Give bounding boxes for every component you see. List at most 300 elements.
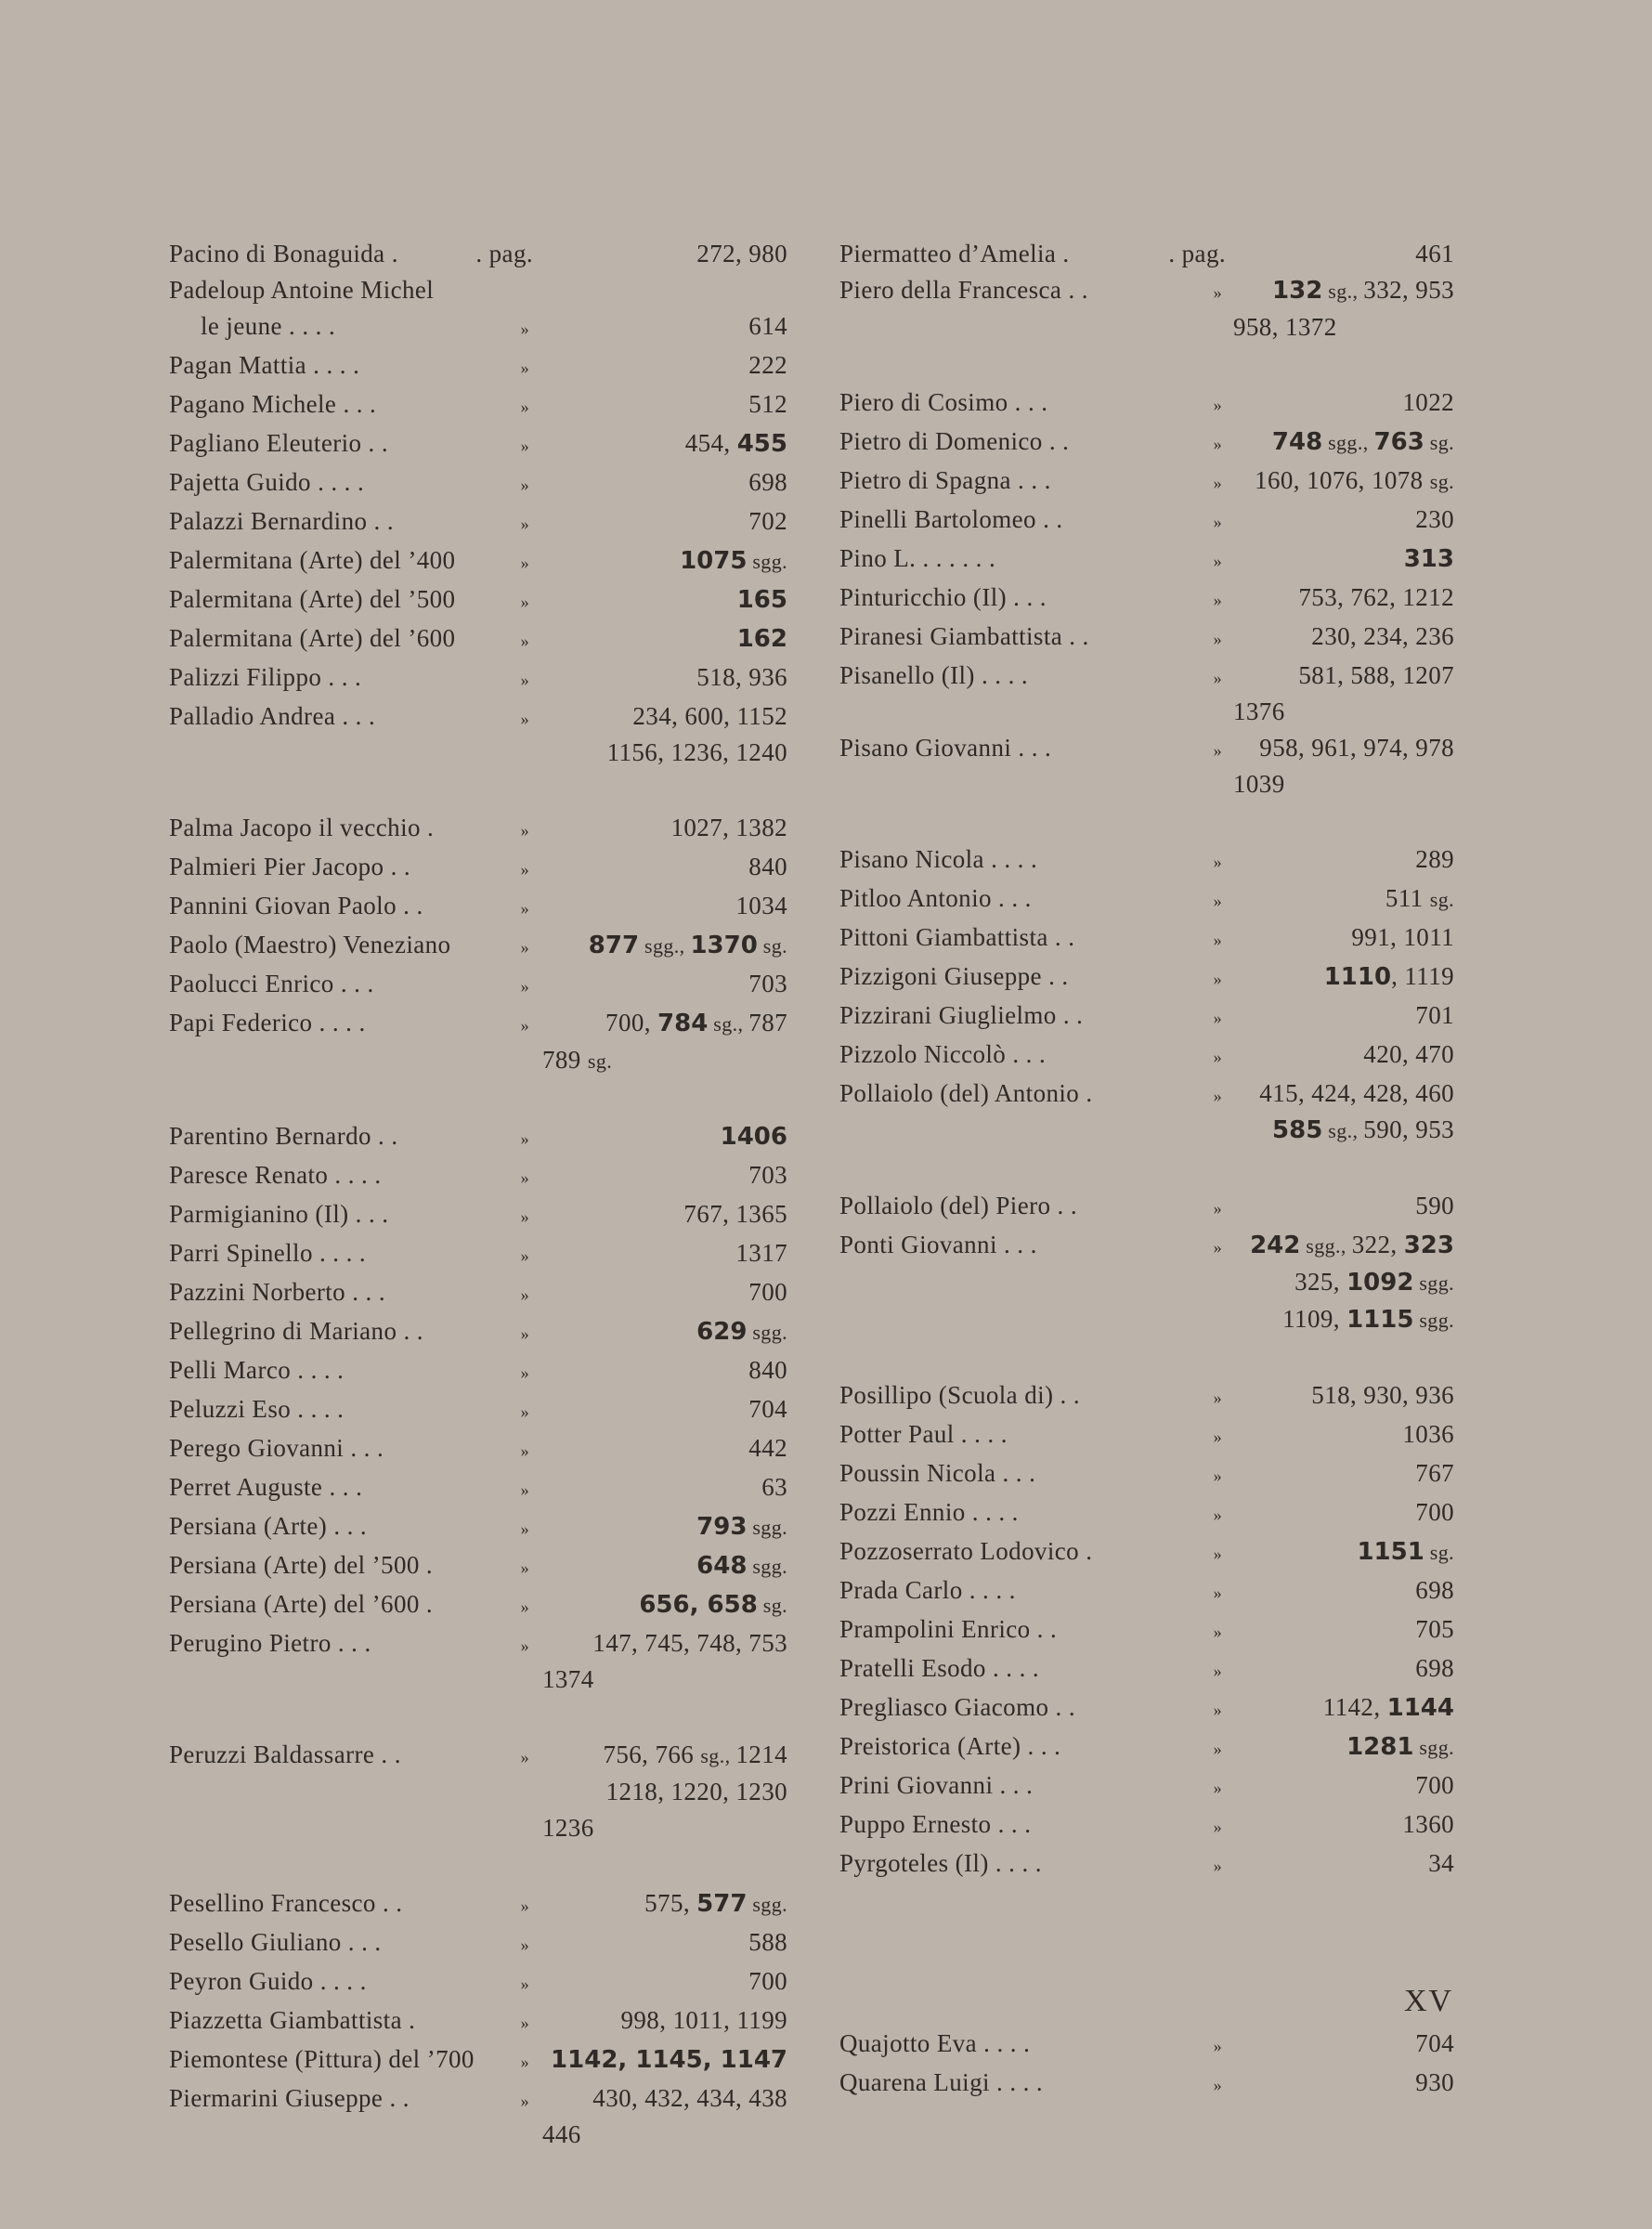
- page-number: 322,: [1351, 1231, 1404, 1258]
- index-entry: [839, 236, 1454, 272]
- page-number: 1360: [1402, 1810, 1454, 1838]
- entry-name: Piermatteo d’Amelia .: [839, 240, 1070, 267]
- index-entry: [169, 888, 787, 927]
- entry-name-cell: [169, 581, 533, 620]
- ditto-marker: »: [520, 358, 529, 377]
- page-number-bold: 1115: [1346, 1306, 1414, 1334]
- entry-pages: [1233, 424, 1454, 463]
- ditto-marker: »: [1213, 1779, 1222, 1797]
- ditto-marker: »: [520, 1363, 529, 1382]
- index-entry: [839, 502, 1454, 541]
- entry-name-cell: [169, 1885, 533, 1924]
- page-number: 789: [542, 1046, 588, 1074]
- entry-name-cell: [839, 424, 1226, 463]
- entry-name: Piazzetta Giambattista .: [169, 2006, 416, 2034]
- page-number: , 1119: [1391, 962, 1454, 990]
- index-entry: [839, 2026, 1454, 2065]
- entry-name: Piermarini Giuseppe . .: [169, 2084, 410, 2112]
- page-reference-line: [1233, 1611, 1454, 1648]
- index-entry: [169, 386, 787, 425]
- entry-name: Parmigianino (Il) . . .: [169, 1200, 389, 1228]
- index-entry: [169, 966, 787, 1005]
- entry-pages: [542, 1391, 787, 1430]
- entry-name: Quarena Luigi . . . .: [839, 2068, 1044, 2096]
- ditto-marker: »: [1213, 1740, 1222, 1758]
- entry-pages: [542, 347, 787, 386]
- entry-name-cell: [839, 502, 1226, 541]
- index-entry: [839, 1845, 1454, 1884]
- index-entry: [839, 1650, 1454, 1689]
- page-number: 581, 588, 1207: [1298, 661, 1454, 689]
- entry-name-cell: [839, 463, 1226, 502]
- ditto-marker: »: [1213, 1199, 1222, 1218]
- ditto-marker: »: [1213, 1857, 1222, 1875]
- ditto-marker: »: [1213, 853, 1222, 871]
- page-number: 1236: [542, 1814, 594, 1842]
- entry-pages: [542, 888, 787, 927]
- page-reference-line: [1233, 958, 1454, 996]
- page-number-bold: 1110: [1323, 963, 1392, 991]
- entry-name: Pacino di Bonaguida .: [169, 240, 398, 267]
- page-number-bold: 1075: [680, 547, 748, 575]
- page-reference-line: [542, 1924, 787, 1961]
- page-number: 234, 600, 1152: [632, 702, 787, 730]
- entry-name: Pietro di Spagna . . .: [839, 466, 1051, 494]
- index-entry: [839, 1806, 1454, 1845]
- entry-name-cell: [169, 1005, 533, 1079]
- page-number: sg.: [1429, 888, 1454, 911]
- index-entry: [169, 1737, 787, 1846]
- ditto-marker: »: [1213, 1584, 1222, 1602]
- page-number: 518, 936: [696, 663, 787, 691]
- page-number: 1142,: [1322, 1693, 1387, 1721]
- index-entry: [839, 1455, 1454, 1494]
- entry-gap: [169, 1079, 787, 1118]
- page-number: 1027, 1382: [670, 814, 787, 841]
- page-number-bold: 877: [588, 932, 640, 959]
- entry-gap: [839, 1338, 1454, 1377]
- page-number: 1034: [735, 892, 787, 919]
- page-number: 701: [1415, 1001, 1454, 1029]
- index-entry: [839, 424, 1454, 463]
- entry-pages: [542, 927, 787, 966]
- page-number: 446: [542, 2120, 581, 2148]
- ditto-marker: »: [520, 1519, 529, 1538]
- ditto-marker: »: [520, 1168, 529, 1187]
- entry-pages: [542, 425, 787, 464]
- entry-pages: [542, 1235, 787, 1274]
- entry-name-cell: [169, 1430, 533, 1469]
- entry-name: Pietro di Domenico . .: [839, 427, 1070, 455]
- ditto-marker: »: [1213, 474, 1222, 492]
- entry-name: Posillipo (Scuola di) . .: [839, 1381, 1080, 1409]
- entry-name: Pizzigoni Giuseppe . .: [839, 962, 1069, 990]
- index-entry: [169, 1586, 787, 1625]
- entry-name-cell: [839, 1075, 1226, 1149]
- page-number: sg.: [757, 934, 787, 958]
- page-reference-line: [1233, 658, 1454, 694]
- entry-name-cell: [169, 620, 533, 659]
- entry-name: Persiana (Arte) del ’600 .: [169, 1590, 434, 1618]
- entry-pages: [542, 1313, 787, 1352]
- entry-name-cell: [839, 272, 1226, 345]
- page-reference-line: [542, 659, 787, 696]
- ditto-marker: »: [520, 671, 529, 689]
- entry-name: Pregliasco Giacomo . .: [839, 1693, 1075, 1721]
- page-number-bold: 1406: [720, 1123, 787, 1151]
- entry-gap: [839, 1149, 1454, 1188]
- ditto-marker: »: [520, 1246, 529, 1265]
- entry-pages: [1233, 463, 1454, 502]
- entry-name: Perugino Pietro . . .: [169, 1629, 371, 1657]
- page-number: sgg.: [747, 1893, 787, 1916]
- index-entry: [169, 698, 787, 771]
- entry-name: Palermitana (Arte) del ’500: [169, 585, 456, 613]
- page-reference-line: [542, 698, 787, 735]
- page-reference-line: [542, 1469, 787, 1506]
- page-number: sgg.: [747, 1321, 787, 1344]
- entry-name-cell: [839, 2065, 1226, 2104]
- entry-name-cell: [169, 810, 533, 849]
- page-reference-line: [542, 2117, 787, 2153]
- page-number: 930: [1415, 2068, 1454, 2096]
- entry-name: Pizzolo Niccolò . . .: [839, 1040, 1047, 1068]
- ditto-marker: »: [1213, 1662, 1222, 1680]
- page-reference-line: [1233, 580, 1454, 616]
- index-column-left: [169, 236, 787, 2153]
- page-number: sgg.: [747, 1555, 787, 1578]
- page-reference-line: [542, 1963, 787, 2000]
- index-entry: [839, 1377, 1454, 1416]
- entry-name: Padeloup Antoine Michel: [169, 276, 435, 304]
- entry-name: Ponti Giovanni . . .: [839, 1231, 1037, 1258]
- page-marker: . pag.: [1168, 240, 1226, 267]
- ditto-marker: »: [1213, 630, 1222, 648]
- page-number: sg.,: [1322, 280, 1364, 303]
- ditto-marker: »: [520, 1636, 529, 1655]
- entry-name-cell: [169, 2041, 533, 2080]
- entry-name-cell: [169, 1313, 533, 1352]
- page-reference-line: [1233, 1494, 1454, 1531]
- page-reference-line: [542, 1810, 787, 1846]
- entry-pages: [542, 236, 787, 272]
- entry-pages: [1233, 997, 1454, 1036]
- page-number: 702: [748, 507, 787, 535]
- page-reference-line: [1233, 766, 1454, 802]
- ditto-marker: »: [1213, 1701, 1222, 1719]
- entry-pages: [1233, 2026, 1454, 2065]
- entry-name-cell: [839, 236, 1226, 272]
- index-entry: [169, 1274, 787, 1313]
- index-entry: [169, 1352, 787, 1391]
- page-number-bold: 313: [1403, 545, 1454, 573]
- page-reference-line: [1233, 694, 1454, 730]
- entry-name-cell: [839, 997, 1226, 1036]
- entry-pages: [542, 849, 787, 888]
- entry-name: Pellegrino di Mariano . .: [169, 1317, 423, 1345]
- index-entry: [839, 1188, 1454, 1227]
- index-entry: [169, 1235, 787, 1274]
- index-entry: [839, 919, 1454, 958]
- entry-name: Persiana (Arte) del ’500 .: [169, 1551, 434, 1579]
- page-reference-line: [1233, 1264, 1454, 1301]
- ditto-marker: »: [1213, 892, 1222, 910]
- page-reference-line: [542, 2080, 787, 2117]
- page-number-bold: 748: [1271, 428, 1323, 456]
- page-number-bold: 1281: [1346, 1733, 1414, 1761]
- entry-name-cell: [169, 1196, 533, 1235]
- page-number: 700: [1415, 1498, 1454, 1526]
- ditto-marker: »: [1213, 1388, 1222, 1407]
- page-number: 147, 745, 748, 753: [592, 1629, 787, 1657]
- entry-name-cell: [169, 1391, 533, 1430]
- page-reference-line: [1233, 1806, 1454, 1843]
- entry-pages: [542, 1352, 787, 1391]
- entry-name: Pesello Giuliano . . .: [169, 1928, 382, 1956]
- page-number-bold: 577: [696, 1890, 748, 1918]
- index-entry: [169, 927, 787, 966]
- entry-pages: [542, 272, 787, 308]
- entry-pages: [542, 1625, 787, 1698]
- page-reference-line: [1233, 2026, 1454, 2062]
- entry-name: Prada Carlo . . . .: [839, 1576, 1016, 1604]
- index-entry: [169, 1391, 787, 1430]
- page-number: 614: [748, 312, 787, 340]
- entry-pages: [542, 503, 787, 542]
- page-number-bold: 132: [1272, 277, 1323, 305]
- index-entry: [169, 1313, 787, 1352]
- ditto-marker: »: [520, 554, 529, 572]
- entry-name-cell: [839, 1533, 1226, 1572]
- ditto-marker: »: [520, 593, 529, 611]
- page-number: 958, 1372: [1233, 313, 1337, 341]
- entry-name: Pizzirani Giuglielmo . .: [839, 1001, 1084, 1029]
- entry-pages: [1233, 1036, 1454, 1075]
- entry-pages: [542, 1924, 787, 1963]
- ditto-marker: »: [520, 1441, 529, 1460]
- entry-pages: [542, 966, 787, 1005]
- entry-name-cell: [169, 2002, 533, 2041]
- entry-gap: [839, 802, 1454, 841]
- entry-name-cell: [169, 1924, 533, 1963]
- page-reference-line: [1233, 272, 1454, 309]
- page-reference-line: [542, 1547, 787, 1584]
- page-number: 991, 1011: [1351, 923, 1454, 951]
- ditto-marker: »: [520, 1975, 529, 1993]
- entry-name-cell: [169, 1508, 533, 1547]
- page-number: 461: [1415, 240, 1454, 267]
- entry-name: Piero della Francesca . .: [839, 276, 1088, 304]
- entry-name-cell: [839, 1416, 1226, 1455]
- page-number: 704: [748, 1395, 787, 1423]
- ditto-marker: »: [1213, 435, 1222, 453]
- index-entry: [839, 1572, 1454, 1611]
- page-number-bold: 1370: [690, 932, 758, 959]
- entry-name-cell: [169, 347, 533, 386]
- ditto-marker: »: [520, 821, 529, 840]
- entry-name: Pazzini Norberto . . .: [169, 1278, 385, 1306]
- entry-name-cell: [169, 1157, 533, 1196]
- index-entry: [169, 1157, 787, 1196]
- ditto-marker: »: [520, 1016, 529, 1035]
- entry-name-cell: [839, 2026, 1226, 2065]
- page-reference-line: [1233, 919, 1454, 956]
- entry-name: le jeune . . . .: [201, 312, 336, 340]
- entry-pages: [1233, 1572, 1454, 1611]
- ditto-marker: »: [520, 899, 529, 918]
- entry-name: Perret Auguste . . .: [169, 1473, 363, 1501]
- page-number: 700: [1415, 1771, 1454, 1799]
- page-number: 34: [1428, 1849, 1454, 1877]
- entry-name: Peruzzi Baldassarre . .: [169, 1740, 401, 1768]
- entry-name: Pratelli Esodo . . . .: [839, 1654, 1040, 1682]
- ditto-marker: »: [1213, 970, 1222, 988]
- page-number: sgg.: [1413, 1309, 1454, 1332]
- entry-name-cell: [169, 425, 533, 464]
- entry-name-cell: [169, 1625, 533, 1698]
- entry-name: Piranesi Giambattista . .: [839, 622, 1089, 650]
- entry-name-cell: [839, 1036, 1226, 1075]
- ditto-marker: »: [1213, 1506, 1222, 1524]
- entry-name: Palma Jacopo il vecchio .: [169, 814, 435, 841]
- entry-name: Papi Federico . . . .: [169, 1009, 366, 1036]
- page-reference-line: [1233, 1188, 1454, 1224]
- ditto-marker: »: [520, 2053, 529, 2071]
- ditto-marker: »: [1213, 1427, 1222, 1446]
- entry-pages: [542, 1885, 787, 1924]
- index-entry: [169, 272, 787, 308]
- ditto-marker: »: [520, 2014, 529, 2032]
- page-number: 518, 930, 936: [1311, 1381, 1454, 1409]
- entry-pages: [1233, 1728, 1454, 1767]
- entry-name: Palizzi Filippo . . .: [169, 663, 362, 691]
- entry-pages: [542, 386, 787, 425]
- entry-pages: [1233, 619, 1454, 658]
- entry-pages: [542, 1118, 787, 1157]
- page-number: sg.,: [1322, 1119, 1364, 1142]
- entry-name-cell: [839, 1455, 1226, 1494]
- page-number-bold: 793: [696, 1513, 748, 1541]
- entry-pages: [542, 2080, 787, 2153]
- entry-pages: [542, 308, 787, 347]
- entry-pages: [542, 810, 787, 849]
- entry-name: Perego Giovanni . . .: [169, 1434, 384, 1462]
- page-number: sgg.: [747, 1516, 787, 1539]
- page-number: 1376: [1233, 697, 1285, 725]
- entry-pages: [542, 464, 787, 503]
- page-reference-line: [542, 1157, 787, 1193]
- entry-pages: [1233, 541, 1454, 580]
- page-reference-line: [542, 620, 787, 658]
- page-reference-line: [542, 503, 787, 540]
- page-number: 1109,: [1282, 1305, 1347, 1333]
- index-entry: [169, 1924, 787, 1963]
- entry-name-cell: [839, 1227, 1226, 1338]
- entry-pages: [1233, 502, 1454, 541]
- entry-pages: [542, 1963, 787, 2002]
- entry-name: Preistorica (Arte) . . .: [839, 1732, 1061, 1760]
- page-number: 222: [748, 351, 787, 379]
- entry-name: Pino L. . . . . . .: [839, 544, 996, 572]
- page-number-bold: 629: [696, 1318, 748, 1346]
- page-reference-line: [1233, 1416, 1454, 1453]
- page-reference-line: [542, 1586, 787, 1623]
- page-number: 590, 953: [1363, 1115, 1454, 1143]
- ditto-marker: »: [1213, 1818, 1222, 1836]
- page-reference-line: [542, 1118, 787, 1155]
- entry-pages: [542, 1737, 787, 1846]
- page-reference-line: [542, 1235, 787, 1271]
- entry-name-cell: [839, 580, 1226, 619]
- page-number: 704: [1415, 2029, 1454, 2057]
- entry-pages: [1233, 580, 1454, 619]
- page-number: 698: [1415, 1654, 1454, 1682]
- page-reference-line: [542, 888, 787, 924]
- page-reference-line: [542, 581, 787, 619]
- page-number: 160, 1076, 1078: [1255, 466, 1430, 494]
- page-reference-line: [542, 1196, 787, 1232]
- ditto-marker: »: [520, 977, 529, 996]
- ditto-marker: »: [1213, 552, 1222, 570]
- ditto-marker: »: [1213, 669, 1222, 687]
- ditto-marker: »: [520, 860, 529, 879]
- index-entry: [839, 1611, 1454, 1650]
- entry-name-cell: [169, 236, 533, 272]
- page-reference-line: [542, 1508, 787, 1545]
- page-reference-line: [1233, 541, 1454, 578]
- page-reference-line: [1233, 1533, 1454, 1571]
- entry-name-cell: [839, 1689, 1226, 1728]
- page-reference-line: [542, 735, 787, 771]
- ditto-marker: »: [1213, 1087, 1222, 1105]
- ditto-marker: »: [1213, 1048, 1222, 1066]
- index-entry: [839, 1494, 1454, 1533]
- entry-name-cell: [169, 698, 533, 771]
- entry-name-cell: [169, 1586, 533, 1625]
- entry-name-cell: [169, 888, 533, 927]
- entry-name: Poussin Nicola . . .: [839, 1459, 1036, 1487]
- ditto-marker: »: [520, 1402, 529, 1421]
- entry-name: Paolo (Maestro) Veneziano: [169, 931, 451, 958]
- ditto-marker: »: [520, 938, 529, 957]
- page-number: 1036: [1402, 1420, 1454, 1448]
- page-number: sgg.: [1413, 1736, 1454, 1759]
- page-number: 698: [1415, 1576, 1454, 1604]
- page-reference-line: [542, 1313, 787, 1350]
- page-reference-line: [542, 347, 787, 384]
- index-entry: [169, 464, 787, 503]
- ditto-marker: »: [520, 1558, 529, 1577]
- page-number: 840: [748, 853, 787, 880]
- ditto-marker: »: [520, 710, 529, 728]
- page-reference-line: [1233, 1767, 1454, 1804]
- page-reference-line: [1233, 1112, 1454, 1149]
- page-number: 998, 1011, 1199: [620, 2006, 787, 2034]
- ditto-marker: »: [520, 1936, 529, 1954]
- entry-pages: [1233, 1650, 1454, 1689]
- page-number: 958, 961, 974, 978: [1259, 734, 1454, 762]
- page-reference-line: [1233, 1075, 1454, 1112]
- page-number-bold: 455: [736, 430, 787, 458]
- page-number-bold: 1142, 1145, 1147: [551, 2046, 787, 2074]
- index-entry: [839, 1075, 1454, 1149]
- page-reference-line: [542, 966, 787, 1002]
- index-entry: [169, 620, 787, 659]
- ditto-marker: »: [1213, 2076, 1222, 2094]
- entry-name-cell: [169, 1963, 533, 2002]
- page-reference-line: [542, 849, 787, 885]
- index-entry: [839, 541, 1454, 580]
